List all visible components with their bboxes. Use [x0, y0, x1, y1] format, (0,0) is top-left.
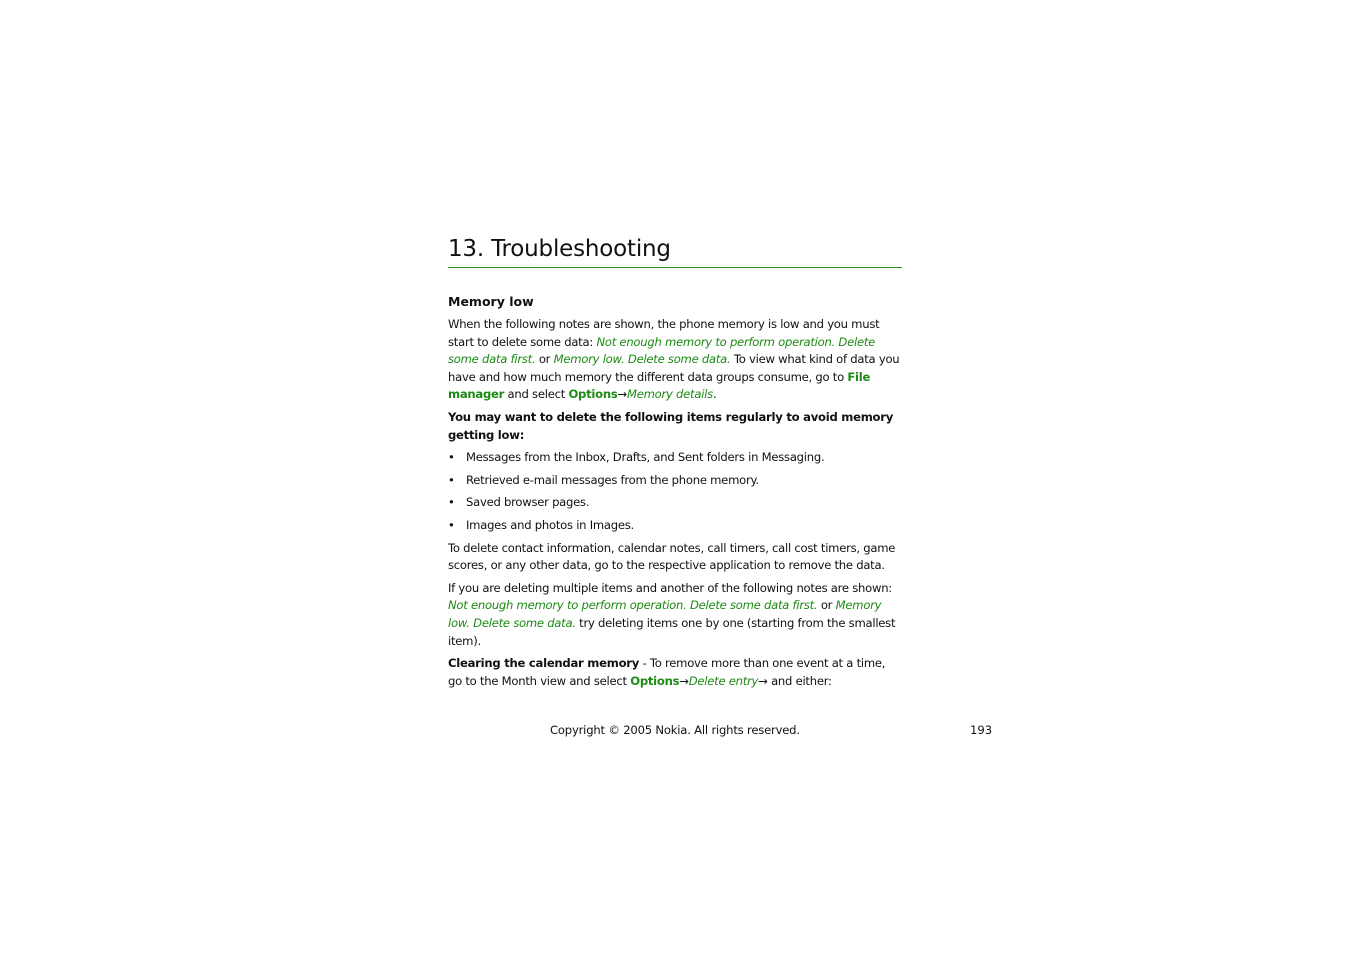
regular-deletion-paragraph: You may want to delete the following items regularly to avoid memory getting low: [448, 409, 894, 442]
list-item-text: Images and photos in Images. [466, 517, 634, 532]
bullet-icon: • [448, 495, 455, 510]
delete-contact-paragraph: To delete contact information, calendar notes, call timers, call cost timers, game scores, or any other data, go to the respective application to remove the data. [448, 540, 896, 573]
arrow-glyph: → [617, 387, 627, 402]
bullet-icon: • [448, 450, 455, 465]
note-not-enough-memory: Not enough memory to perform operation. Delete some data first. [448, 334, 876, 367]
list-item-text: Saved browser pages. [466, 495, 590, 510]
file-manager-term: File manager [448, 369, 871, 402]
note-memory-low: Memory low. Delete some data. [448, 598, 882, 630]
document-page [448, 234, 902, 695]
text-run: or [535, 352, 554, 367]
text-run: try deleting items one by one (starting from the smallest item). [448, 615, 896, 648]
list-item-text: Messages from the Inbox, Drafts, and Sent folders in Messaging. [466, 450, 825, 465]
list-item [448, 449, 902, 467]
list-item-text: Retrieved e-mail messages from the phone memory. [466, 472, 759, 487]
calendar-memory-lead: Clearing the calendar memory [448, 656, 640, 671]
options-term: Options [630, 673, 680, 688]
note-not-enough-memory: Not enough memory to perform operation. Delete some data first. [448, 598, 818, 613]
copyright-notice: Copyright © 2005 Nokia. All rights reserved. [550, 723, 800, 737]
text-run: If you are deleting multiple items and another of the following notes are shown: [448, 580, 892, 595]
list-item [448, 472, 902, 490]
page-number: 193 [970, 723, 993, 737]
memory-low-paragraph [448, 316, 902, 404]
delete-entry-term: Delete entry [688, 673, 759, 688]
section-heading: Memory low [448, 294, 534, 309]
text-run: To view what kind of data you have and how much memory the different data groups consume, go to [448, 352, 900, 384]
text-run: When the following notes are shown, the phone memory is low and you must start to delete some data: [448, 317, 880, 349]
bullet-icon: • [448, 517, 455, 532]
list-item [448, 494, 902, 512]
memory-details-term: Memory details [626, 387, 713, 402]
bullet-icon: • [448, 472, 455, 487]
list-item [448, 517, 902, 535]
text-run: . [712, 387, 717, 402]
calendar-memory-paragraph [448, 655, 902, 690]
multiple-items-paragraph [448, 580, 902, 650]
text-run: or [817, 598, 836, 613]
deletion-items-list [448, 449, 902, 534]
note-memory-low: Memory low. Delete some data. [553, 352, 731, 367]
text-run: and select [504, 387, 569, 402]
text-run: - To remove more than one event at a time, go to the Month view and select [448, 656, 886, 688]
options-term: Options [568, 387, 618, 402]
chapter-title: 13. Troubleshooting [448, 234, 902, 268]
text-run: and either: [767, 673, 832, 688]
arrow-glyph: → [758, 673, 768, 688]
arrow-glyph: → [679, 673, 689, 688]
